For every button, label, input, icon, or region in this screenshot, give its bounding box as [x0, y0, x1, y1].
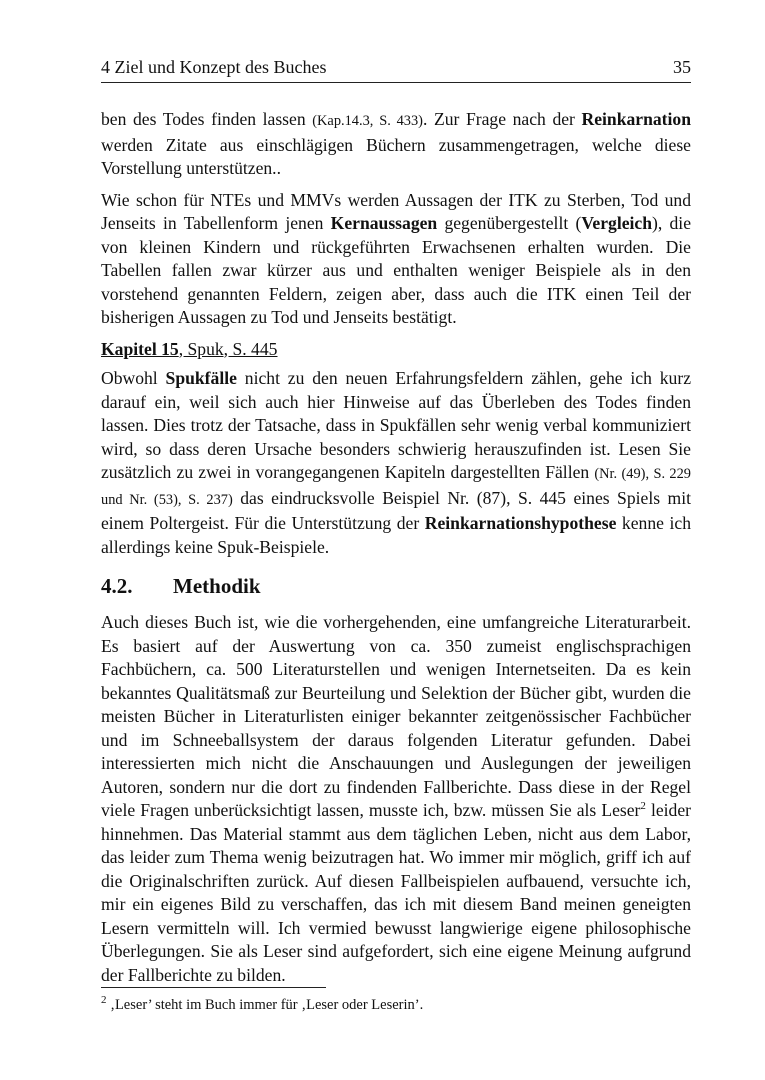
paragraph-spuk: Obwohl Spukfälle nicht zu den neuen Erfahrungsfeldern zählen, gehe ich kurz darauf ein, weil sich auch hier Hinweise auf das Überleben des Todes finden lassen. Dies trotz der Tatsache, dass in Spukfällen sehr wenig verbal kommuniziert wird, so dass deren Ursache besonders schwierig herauszufinden ist. Lesen Sie zusätzlich zu zwei in vorangegangenen Kapiteln dargestellten Fällen (Nr. (49), S. 229 und Nr. (53), S. 237) das eindrucksvolle Beispiel Nr. (87), S. 445 eines Spiels mit einem Poltergeist. Für die Unterstützung der Reinkarnationshypothese kenne ich allerdings keine Spuk-Beispiele. [101, 368, 691, 557]
term-vergleich: Vergleich [581, 213, 653, 233]
term-reinkarnation: Reinkarnation [581, 109, 692, 129]
term-reinkarnationshypothese: Reinkarnationshypothese [424, 513, 617, 533]
footnote [101, 996, 691, 1014]
footnote-reference[interactable]: 2 [640, 800, 646, 813]
paragraph-methodik: Auch dieses Buch ist, wie die vorhergehenden, eine umfangreiche Literaturarbeit. Es basiert auf der Auswertung von ca. 350 zumeist englischsprachigen Fachbüchern, ca. 500 Literaturstellen und wenigen Internetseiten. Da es kein bekanntes Qualitätsmaß zur Beurteilung und Selektion der Bücher gibt, wurden die meisten Bücher in Literaturlisten einiger bekannter zeitgenössischer Fachbücher und im Schneeballsystem der daraus folgenden Literatur gefunden. Dabei interessierten mich nicht die Anschauungen und Auslegungen der jeweiligen Autoren, sondern nur die dort zu findenden Fallberichte. Dass diese in der Regel viele Fragen unberücksichtigt lassen, musste ich, bzw. müssen Sie als Leser$^2$ leider hinnehmen. Das Material stammt aus dem täglichen Leben, nicht aus dem Labor, das leider zum Thema wenig beizutragen hat. Wo immer mir möglich, griff ich auf die Originalschriften zurück. Auf diesen Fallbeispielen aufbauend, versuchte ich, mir ein eigenes Bild zu verschaffen, das ich mit diesem Band meinen geneigten Lesern vermitteln will. Ich vermied bewusst langwierige eigene philosophische Überlegungen. Sie als Leser sind aufgefordert, sich eine eigene Meinung aufgrund der Fallberichte zu bilden. [101, 612, 691, 985]
body-text [101, 108, 691, 995]
chapter-reference: (Kap.14.3, S. 433) [312, 113, 423, 129]
case-reference: (Nr. (49), S. 229 und Nr. (53), S. 237) [101, 466, 691, 508]
paragraph-reincarnation: ben des Todes finden lassen (Kap.14.3, S. 433). Zur Frage nach der Reinkarnation werden Zitate aus einschlägigen Büchern zusammengetragen, welche diese Vorstellung unterstützen.. [101, 109, 692, 178]
footnote-text: ‚Leser’ steht im Buch immer für ‚Leser oder Leserin’. [106, 997, 424, 1013]
footnote-marker: 2 [101, 994, 107, 1007]
section-heading [101, 573, 691, 599]
running-head [101, 56, 691, 83]
footnote-divider [101, 987, 326, 988]
chapter-title: 4 Ziel und Konzept des Buches [101, 57, 327, 77]
section-number: 4.2. [101, 574, 133, 598]
paragraph-itk-comparison: Wie schon für NTEs und MMVs werden Aussagen der ITK zu Sterben, Tod und Jenseits in Tabellenform jenen Kernaussagen gegenübergestellt (Vergleich), die von kleinen Kindern und rückgeführten Erwachsenen erhalten wurden. Die Tabellen fallen zwar kürzer aus und enthalten weniger Beispiele als in den vorstehend genannten Feldern, zeigen aber, dass auch die ITK einen Teil der bisherigen Aussagen zu Tod und Jenseits bestätigt. [101, 189, 692, 327]
page-number: 35 [673, 57, 691, 77]
term-kernaussagen: Kernaussagen [330, 213, 438, 233]
chapter-15-heading: Kapitel 15, Spuk, S. 445 [101, 338, 278, 359]
section-title: Methodik [173, 574, 261, 598]
term-spukfaelle: Spukfälle [165, 368, 237, 388]
